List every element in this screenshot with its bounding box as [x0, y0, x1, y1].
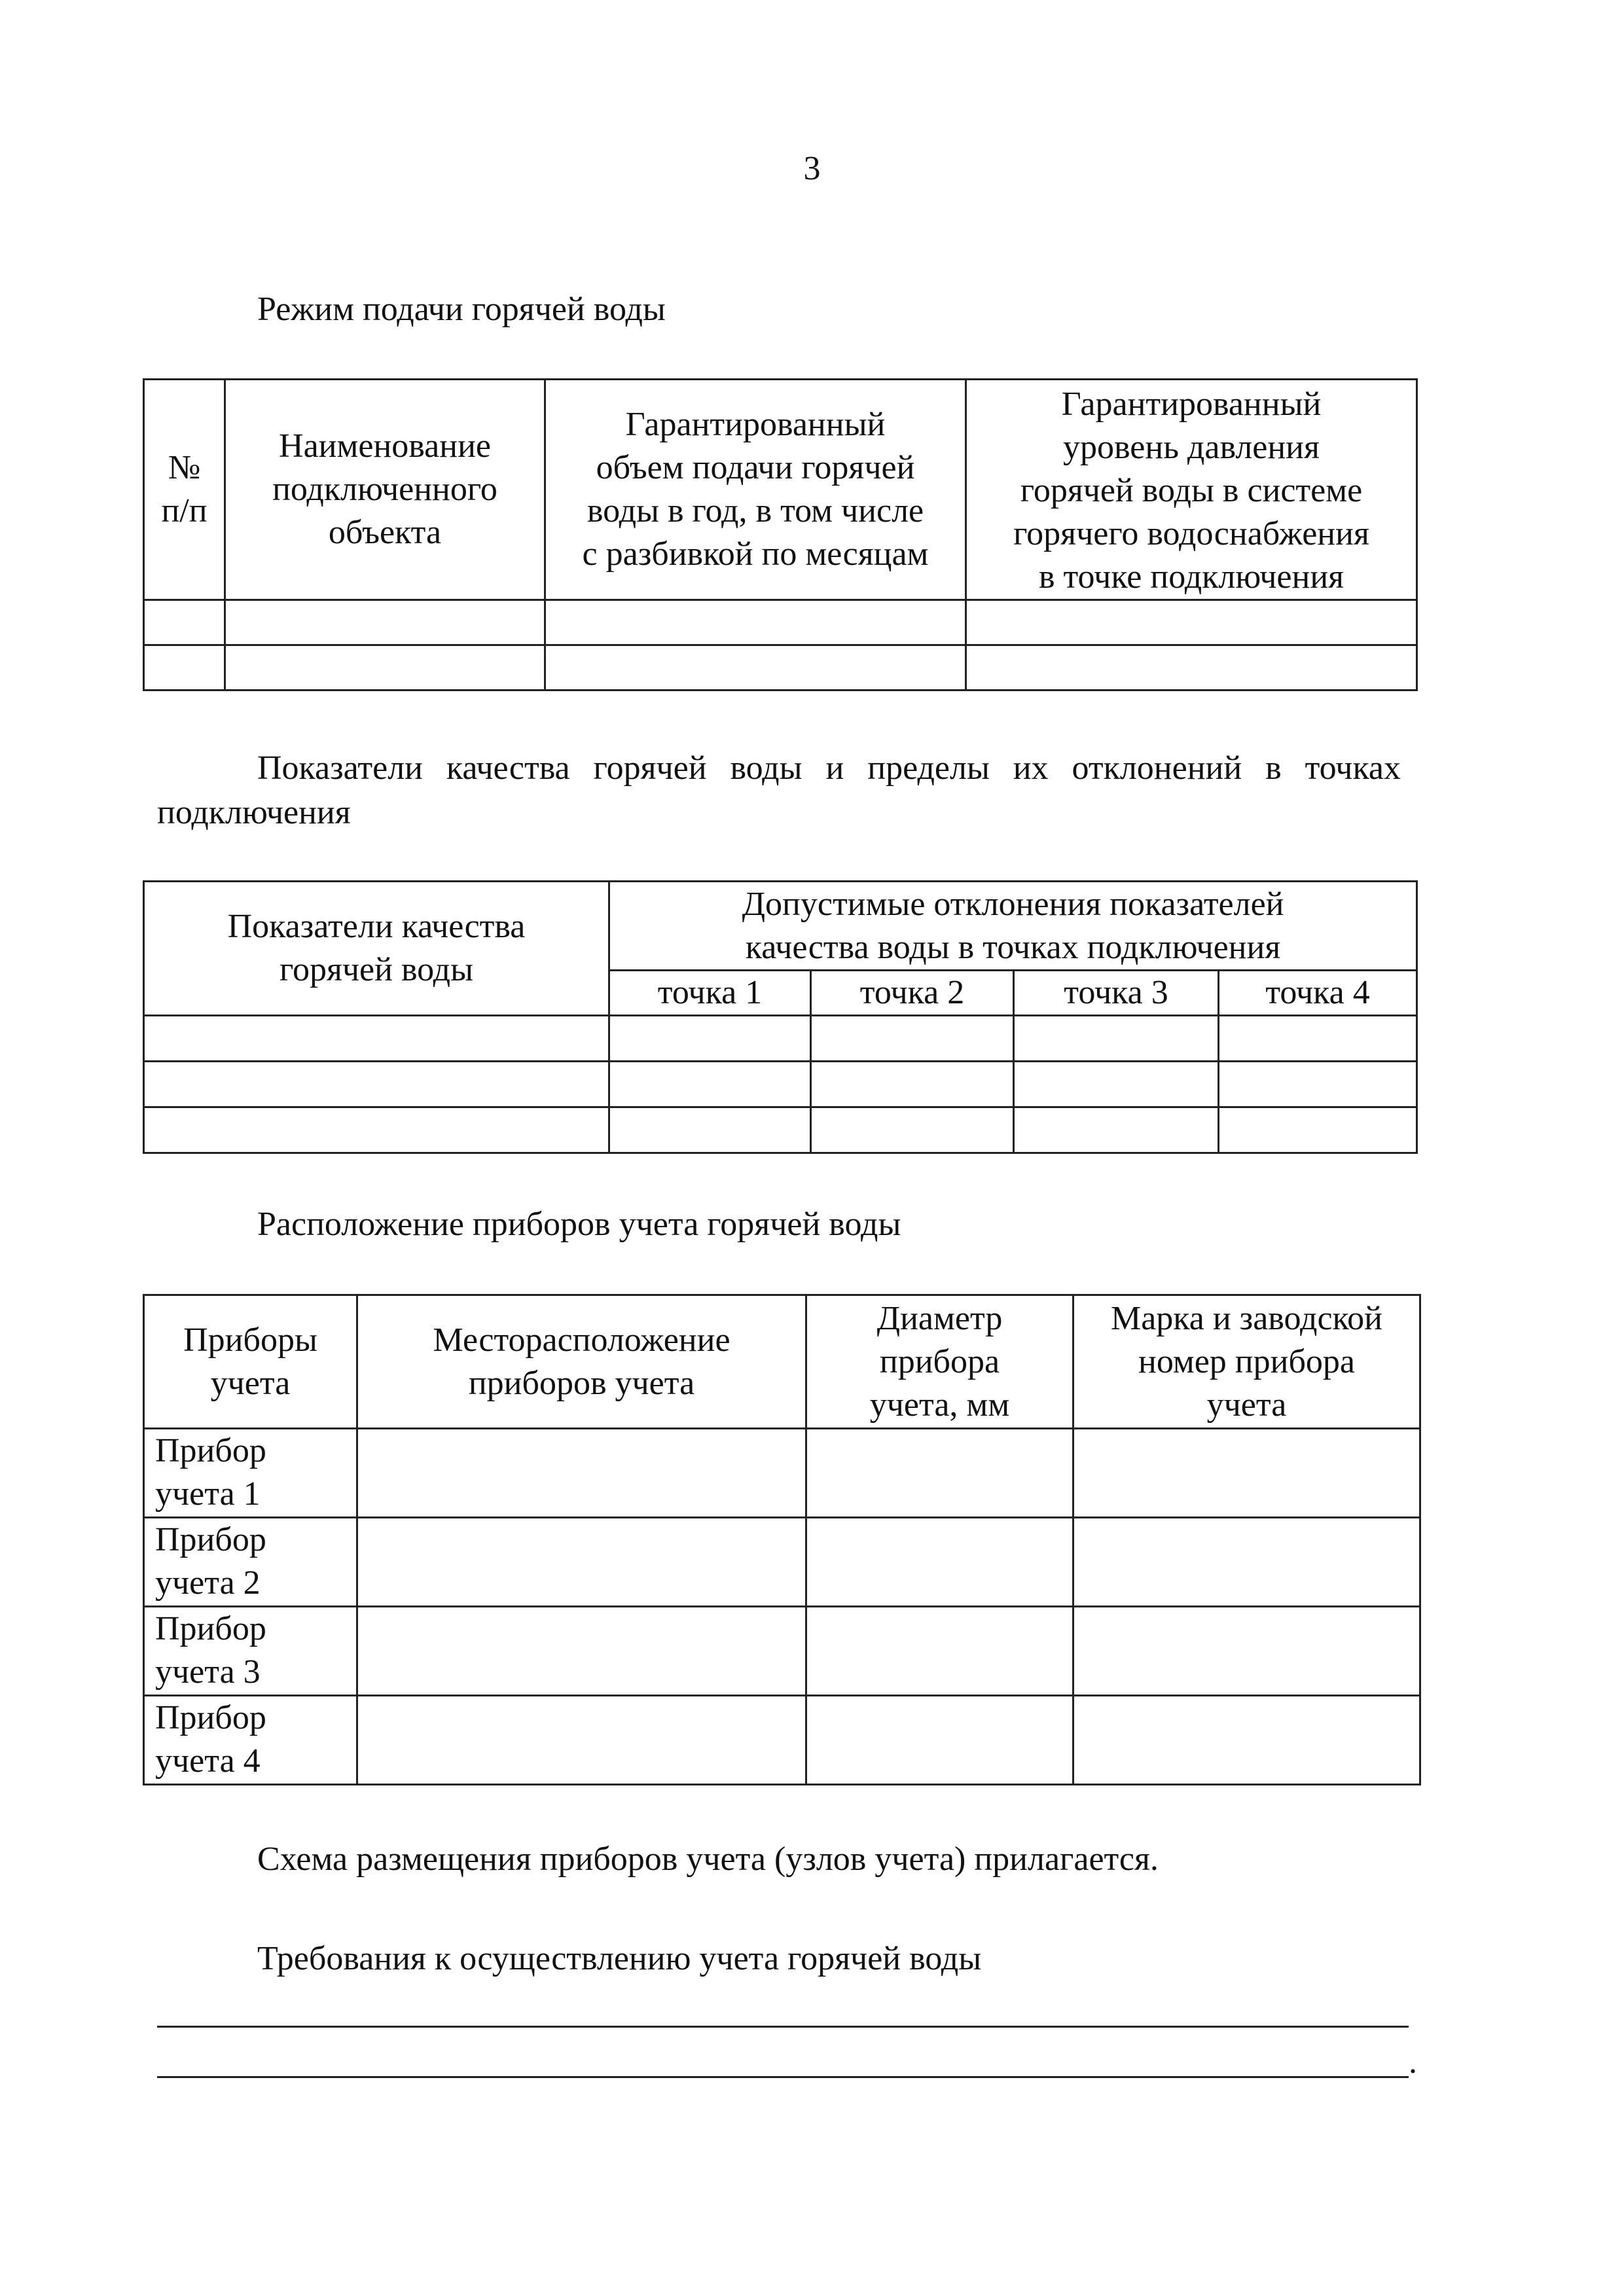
table-cell[interactable] — [357, 1518, 806, 1607]
header-object-name: Наименование подключенного объекта — [225, 380, 545, 600]
header-guaranteed-volume: Гарантированный объем подачи горячей воды в год, в том числе с разбивкой по месяцам — [545, 380, 966, 600]
table-cell[interactable] — [806, 1518, 1074, 1607]
requirements-title: Требования к осуществлению учета горячей воды — [257, 1940, 982, 1977]
table-header-row — [144, 380, 1417, 600]
end-period: . — [1409, 2043, 1417, 2081]
table-cell[interactable] — [545, 645, 966, 691]
header-guaranteed-pressure: Гарантированный уровень давления горячей воды в системе горячего водоснабжения в точке подключения — [966, 380, 1417, 600]
blank-line-1[interactable] — [157, 2026, 1409, 2028]
header-point-3: точка 3 — [1014, 971, 1219, 1016]
table-row — [144, 1607, 1420, 1696]
meter-label: Прибор учета 3 — [144, 1607, 357, 1696]
table-header-row — [144, 882, 1417, 971]
header-meters: Приборы учета — [144, 1295, 357, 1429]
section-title-supply-mode: Режим подачи горячей воды — [257, 291, 666, 328]
table-row — [144, 1016, 1417, 1062]
table-cell[interactable] — [609, 1107, 811, 1153]
section-title-meters: Расположение приборов учета горячей воды — [257, 1206, 901, 1243]
table-cell[interactable] — [966, 600, 1417, 645]
table-cell[interactable] — [1219, 1107, 1417, 1153]
table-cell[interactable] — [144, 600, 225, 645]
section-title-quality: Показатели качества горячей воды и пределы их отклонений в точках подключения — [157, 749, 1401, 831]
header-point-4: точка 4 — [1219, 971, 1417, 1016]
table-cell[interactable] — [1014, 1107, 1219, 1153]
table-cell[interactable] — [225, 600, 545, 645]
table-cell[interactable] — [1014, 1062, 1219, 1107]
meter-label: Прибор учета 4 — [144, 1696, 357, 1785]
table-cell[interactable] — [609, 1062, 811, 1107]
header-meter-brand-number: Марка и заводской номер прибора учета — [1074, 1295, 1420, 1429]
table-cell[interactable] — [144, 1107, 609, 1153]
table-cell[interactable] — [357, 1607, 806, 1696]
meter-label: Прибор учета 2 — [144, 1518, 357, 1607]
table-cell[interactable] — [966, 645, 1417, 691]
table-cell[interactable] — [1219, 1016, 1417, 1062]
quality-table — [143, 880, 1418, 1154]
table-row — [144, 645, 1417, 691]
header-allowed-deviations: Допустимые отклонения показателей качества воды в точках подключения — [609, 882, 1417, 971]
table-row — [144, 1107, 1417, 1153]
table-cell[interactable] — [144, 1062, 609, 1107]
table-cell[interactable] — [144, 645, 225, 691]
table-cell[interactable] — [806, 1607, 1074, 1696]
header-quality-indicators: Показатели качества горячей воды — [144, 882, 609, 1016]
header-meter-location: Месторасположение приборов учета — [357, 1295, 806, 1429]
table-cell[interactable] — [357, 1696, 806, 1785]
table-cell[interactable] — [806, 1429, 1074, 1518]
meter-label: Прибор учета 1 — [144, 1429, 357, 1518]
table-row — [144, 1696, 1420, 1785]
table-row — [144, 1429, 1420, 1518]
header-point-1: точка 1 — [609, 971, 811, 1016]
table-cell[interactable] — [144, 1016, 609, 1062]
table-row — [144, 1062, 1417, 1107]
table-cell[interactable] — [357, 1429, 806, 1518]
table-row — [144, 600, 1417, 645]
table-cell[interactable] — [1014, 1016, 1219, 1062]
table-cell[interactable] — [1219, 1062, 1417, 1107]
header-number: № п/п — [144, 380, 225, 600]
blank-line-2[interactable] — [157, 2076, 1409, 2078]
table-cell[interactable] — [1074, 1429, 1420, 1518]
table-cell[interactable] — [1074, 1696, 1420, 1785]
table-cell[interactable] — [225, 645, 545, 691]
page-number: 3 — [803, 150, 821, 187]
table-cell[interactable] — [811, 1016, 1014, 1062]
meters-table — [143, 1294, 1421, 1785]
table-header-row — [144, 1295, 1420, 1429]
table-cell[interactable] — [1074, 1607, 1420, 1696]
supply-mode-table — [143, 378, 1418, 691]
table-cell[interactable] — [811, 1062, 1014, 1107]
header-meter-diameter: Диаметр прибора учета, мм — [806, 1295, 1074, 1429]
table-cell[interactable] — [1074, 1518, 1420, 1607]
table-cell[interactable] — [806, 1696, 1074, 1785]
scheme-note: Схема размещения приборов учета (узлов учета) прилагается. — [257, 1840, 1159, 1878]
table-cell[interactable] — [545, 600, 966, 645]
table-cell[interactable] — [609, 1016, 811, 1062]
header-point-2: точка 2 — [811, 971, 1014, 1016]
table-row — [144, 1518, 1420, 1607]
table-cell[interactable] — [811, 1107, 1014, 1153]
